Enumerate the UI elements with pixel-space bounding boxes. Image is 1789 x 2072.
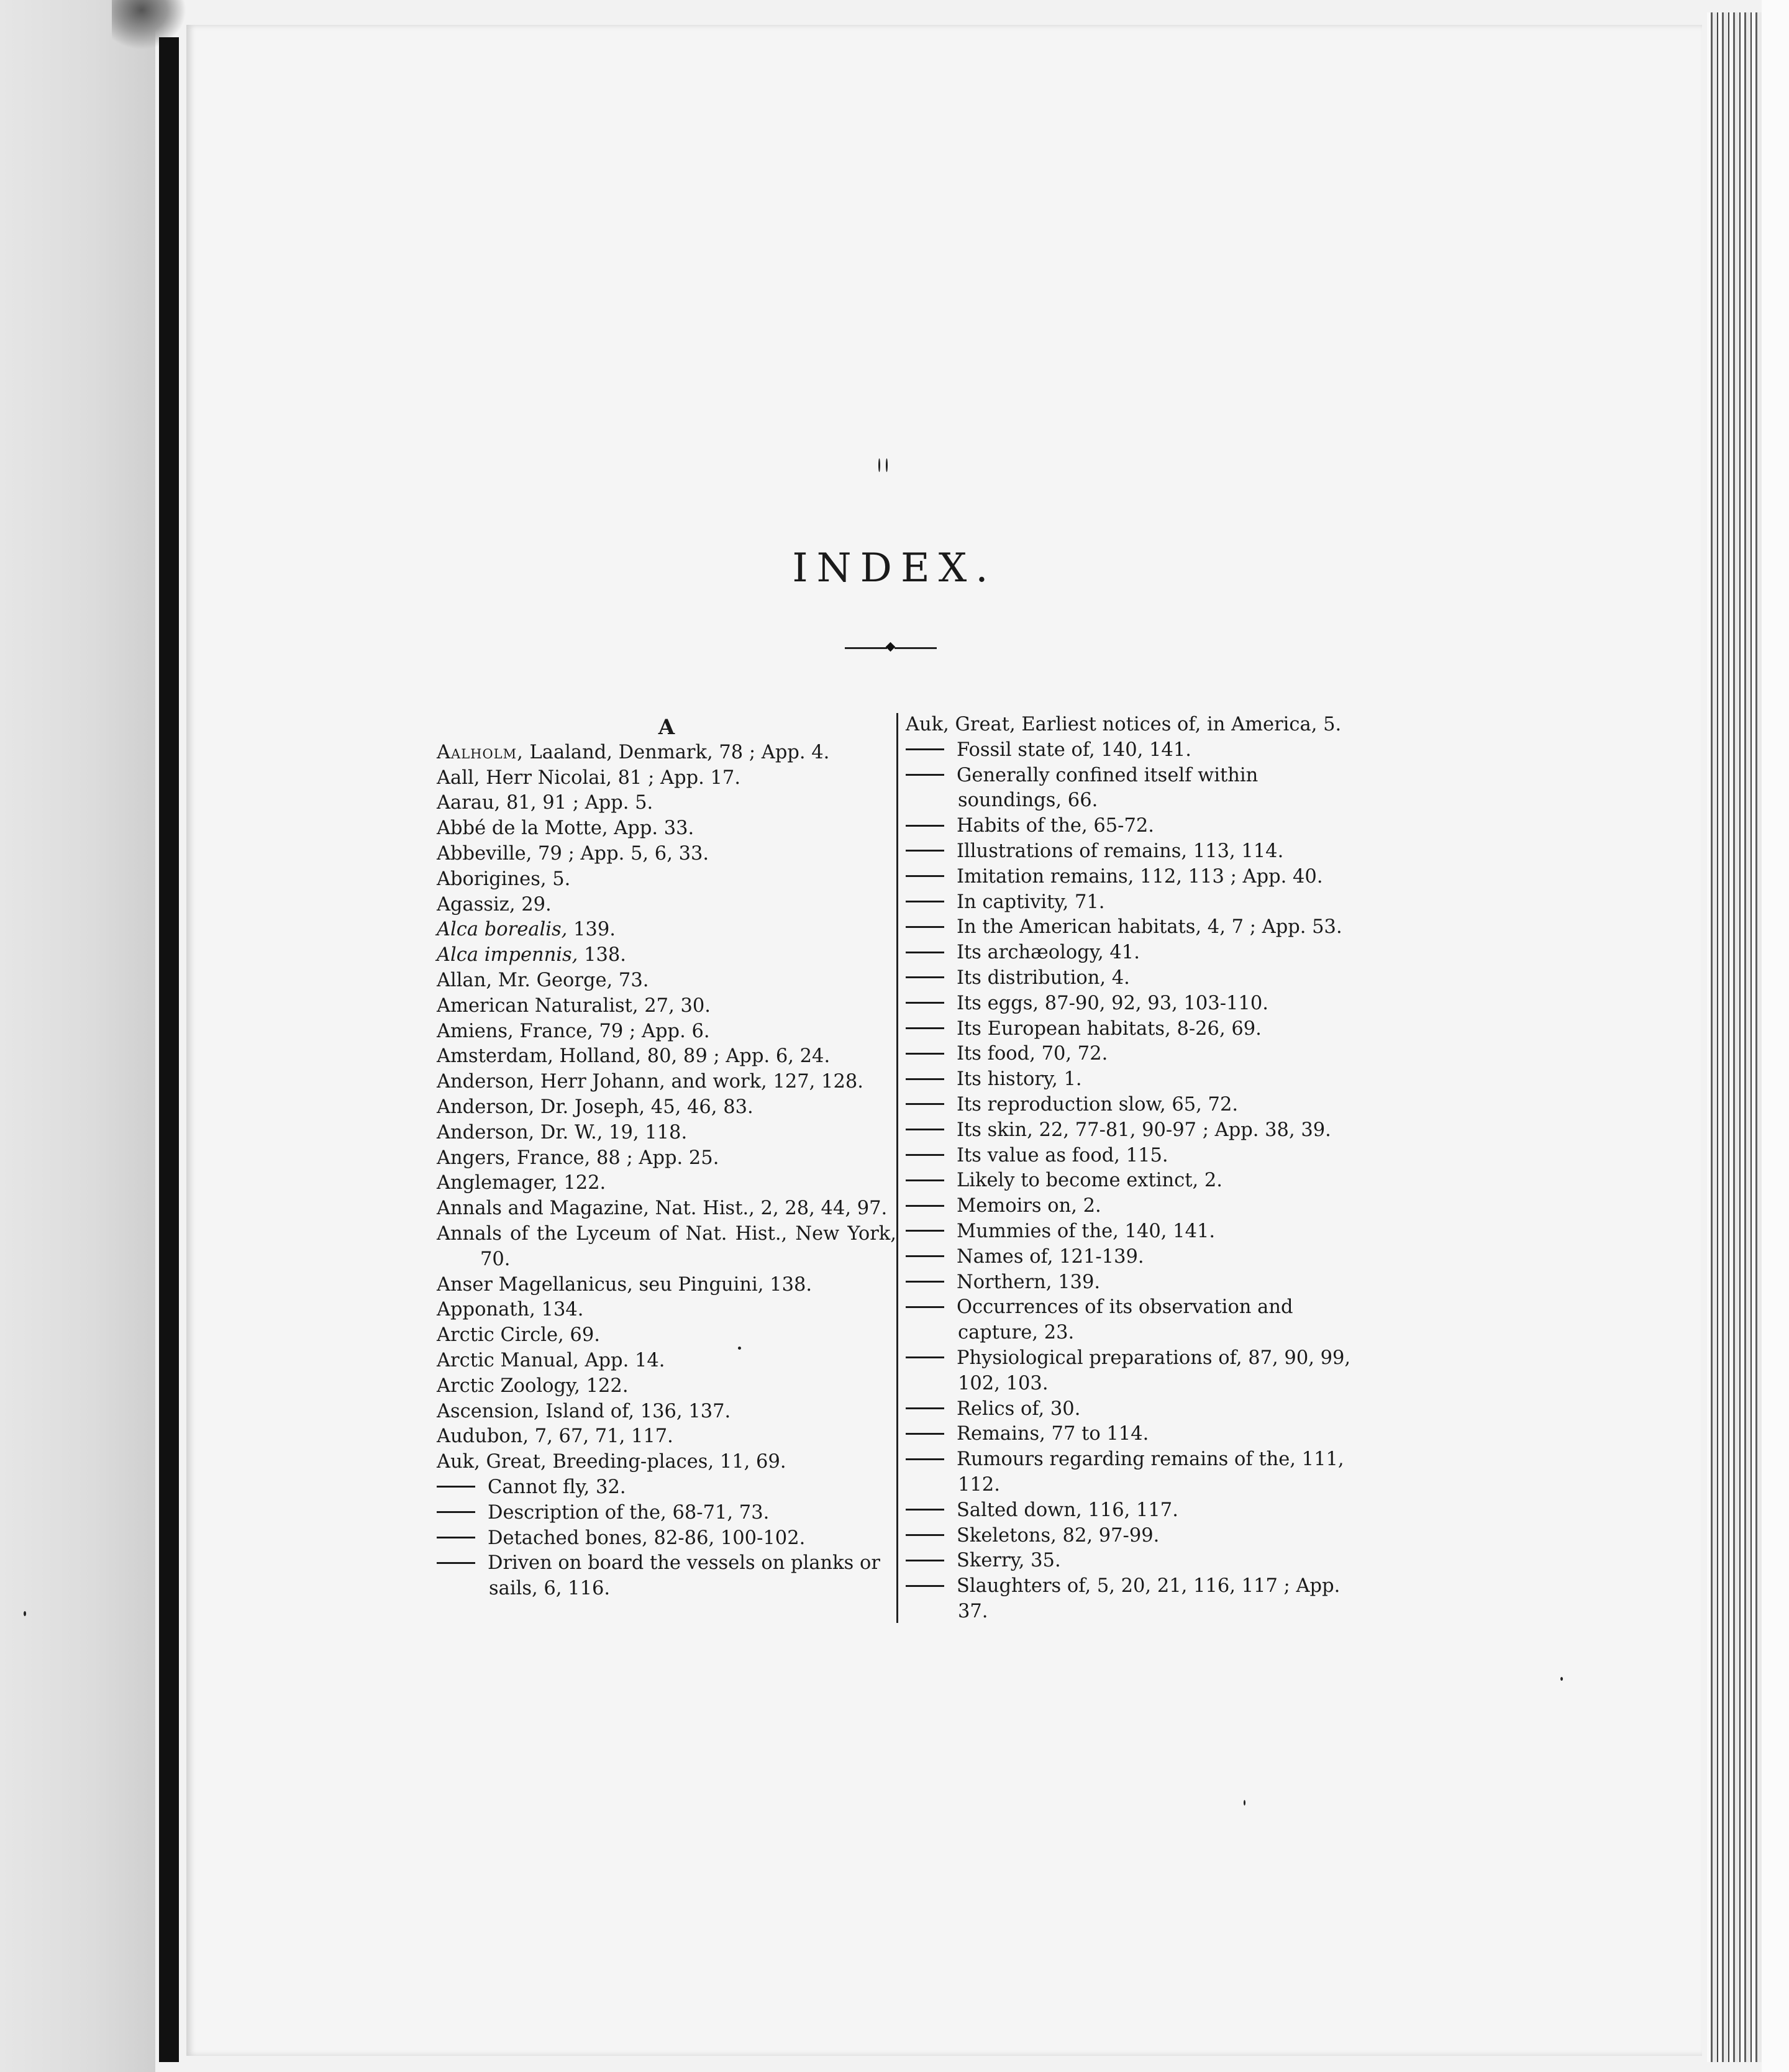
scan-speck (1560, 1677, 1563, 1681)
entry-pages: 138. (578, 944, 626, 966)
index-subentry (437, 1475, 896, 1501)
ditto-dash (906, 850, 944, 852)
index-subentry (906, 1447, 1365, 1498)
index-entry: Auk, Great, Earliest notices of, in America, 5. (906, 714, 1342, 735)
index-entry (437, 917, 896, 943)
ditto-dash (906, 926, 944, 928)
index-entry: Annals and Magazine, Nat. Hist., 2, 28, 44, 97. (437, 1197, 888, 1220)
index-subentry (906, 890, 1365, 916)
ditto-dash (906, 976, 944, 978)
section-letter: A (658, 715, 675, 740)
subentry-text: Its European habitats, 8-26, 69. (957, 1017, 1262, 1040)
title-ornament (845, 643, 938, 652)
subentry-text: Driven on board the vessels on planks or sails, 6, 116. (488, 1552, 880, 1600)
ditto-dash (906, 1407, 944, 1409)
page-title: INDEX. (792, 545, 997, 591)
index-entry: Anser Magellanicus, seu Pinguini, 138. (437, 1273, 813, 1296)
subentry-text: Its distribution, 4. (957, 966, 1130, 989)
ditto-dash (906, 1306, 944, 1308)
index-subentry (437, 1526, 896, 1552)
index-entry: Ascension, Island of, 136, 137. (437, 1400, 731, 1422)
subentry-text: Description of the, 68-71, 73. (488, 1501, 770, 1524)
scan-speck (886, 458, 888, 472)
scan-speck (878, 458, 880, 472)
ditto-dash (437, 1511, 475, 1513)
index-entry (437, 943, 896, 968)
subentry-text: Its value as food, 115. (957, 1144, 1168, 1166)
entry-pages: Laaland, Denmark, 78 ; App. 4. (523, 741, 830, 763)
index-entry: Abbeville, 79 ; App. 5, 6, 33. (437, 842, 709, 865)
subentry-text: Mummies of the, 140, 141. (957, 1220, 1216, 1242)
ditto-dash (906, 1585, 944, 1587)
index-entry: Abbé de la Motte, App. 33. (437, 817, 694, 840)
ditto-dash (906, 1356, 944, 1358)
ditto-dash (906, 1534, 944, 1536)
index-subentry (906, 1524, 1365, 1549)
index-subentry (906, 1548, 1365, 1574)
index-entry: Anderson, Dr. Joseph, 45, 46, 83. (437, 1096, 753, 1118)
index-subentry (906, 738, 1365, 763)
subentry-text: Illustrations of remains, 113, 114. (957, 840, 1284, 862)
ditto-dash (906, 1179, 944, 1181)
index-entry: Allan, Mr. George, 73. (437, 969, 649, 991)
index-subentry (906, 1270, 1365, 1296)
index-entry: Angers, France, 88 ; App. 25. (437, 1147, 719, 1169)
index-subentry (906, 865, 1365, 890)
ditto-dash (906, 1129, 944, 1130)
ditto-dash (906, 1433, 944, 1435)
index-entry: Aarau, 81, 91 ; App. 5. (437, 792, 653, 814)
binding-edge (159, 37, 179, 2062)
ditto-dash (906, 1230, 944, 1232)
index-entry: Auk, Great, Breeding-places, 11, 69. (437, 1451, 786, 1473)
index-subentry (906, 966, 1365, 991)
index-entry: Arctic Circle, 69. (437, 1324, 600, 1347)
entry-heading: Aalholm, (437, 741, 524, 763)
index-subentry (906, 1397, 1365, 1422)
index-subentry (906, 1574, 1365, 1625)
index-entry: Anderson, Dr. W., 19, 118. (437, 1121, 688, 1143)
ditto-dash (906, 901, 944, 902)
index-subentry (906, 1168, 1365, 1194)
ditto-dash (906, 1053, 944, 1055)
ditto-dash (906, 774, 944, 776)
index-subentry (906, 1498, 1365, 1524)
index-subentry (906, 1295, 1365, 1346)
subentry-text: Its reproduction slow, 65, 72. (957, 1093, 1239, 1116)
subentry-text: Habits of the, 65-72. (957, 815, 1154, 837)
ditto-dash (906, 1509, 944, 1511)
index-subentry (906, 1346, 1365, 1397)
index-entry: Amsterdam, Holland, 80, 89 ; App. 6, 24. (437, 1045, 831, 1068)
ditto-dash (437, 1562, 475, 1564)
ditto-dash (906, 1205, 944, 1207)
subentry-text: Fossil state of, 140, 141. (957, 738, 1191, 761)
index-entry: Annals of the Lyceum of Nat. Hist., New York, 70. (437, 1222, 896, 1270)
ditto-dash (437, 1537, 475, 1538)
subentry-text: Rumours regarding remains of the, 111, 112. (957, 1448, 1344, 1496)
subentry-text: Likely to become extinct, 2. (957, 1170, 1222, 1192)
ditto-dash (906, 1560, 944, 1561)
subentry-text: Northern, 139. (957, 1271, 1101, 1293)
subentry-text: Its history, 1. (957, 1068, 1082, 1091)
index-subentry (906, 839, 1365, 865)
subentry-text: Memoirs on, 2. (957, 1195, 1101, 1217)
index-entry: American Naturalist, 27, 30. (437, 994, 711, 1017)
subentry-text: Its skin, 22, 77-81, 90-97 ; App. 38, 39. (957, 1119, 1331, 1141)
scan-speck (24, 1611, 26, 1616)
index-entry: Audubon, 7, 67, 71, 117. (437, 1425, 673, 1448)
index-entry: Aborigines, 5. (437, 868, 571, 890)
scan-gutter (0, 0, 155, 2072)
index-subentry (906, 940, 1365, 966)
ditto-dash (906, 825, 944, 827)
ditto-dash (437, 1486, 475, 1488)
index-subentry (906, 1194, 1365, 1219)
index-subentry (906, 991, 1365, 1017)
entry-heading: Alca borealis, (437, 919, 568, 941)
index-subentry (906, 1143, 1365, 1169)
ditto-dash (906, 875, 944, 877)
column-divider (896, 713, 898, 1623)
index-entry: Anglemager, 122. (437, 1172, 606, 1194)
index-subentry (906, 1067, 1365, 1093)
index-subentry (437, 1551, 896, 1602)
index-entry: Arctic Manual, App. 14. (437, 1349, 665, 1371)
subentry-text: Salted down, 116, 117. (957, 1499, 1178, 1521)
index-subentry (437, 1501, 896, 1526)
subentry-text: Occurrences of its observation and capture, 23. (957, 1296, 1293, 1344)
ditto-dash (906, 1255, 944, 1257)
ditto-dash (906, 1281, 944, 1283)
subentry-text: Detached bones, 82-86, 100-102. (488, 1527, 806, 1549)
index-entry: Arctic Zoology, 122. (437, 1375, 629, 1397)
index-column-right (906, 712, 1365, 1625)
index-column-left (437, 715, 896, 1602)
index-entry (437, 740, 896, 766)
ditto-dash (906, 1154, 944, 1156)
ditto-dash (906, 748, 944, 750)
subentry-text: In the American habitats, 4, 7 ; App. 53. (957, 916, 1342, 938)
ditto-dash (906, 1002, 944, 1004)
subentry-text: Remains, 77 to 114. (957, 1423, 1149, 1445)
index-subentry (906, 1093, 1365, 1118)
subentry-text: Imitation remains, 112, 113 ; App. 40. (957, 865, 1323, 888)
subentry-text: Its eggs, 87-90, 92, 93, 103-110. (957, 992, 1268, 1014)
subentry-text: Slaughters of, 5, 20, 21, 116, 117 ; App. 37. (957, 1575, 1341, 1622)
index-subentry (906, 1118, 1365, 1143)
subentry-text: Skerry, 35. (957, 1550, 1061, 1572)
subentry-text: Skeletons, 82, 97-99. (957, 1524, 1160, 1547)
index-subentry (906, 1422, 1365, 1447)
index-subentry (906, 763, 1365, 814)
subentry-text: Relics of, 30. (957, 1397, 1081, 1420)
scan-margin (1762, 0, 1789, 2072)
index-entry: Aall, Herr Nicolai, 81 ; App. 17. (437, 766, 741, 789)
ditto-dash (906, 1103, 944, 1105)
ditto-dash (906, 952, 944, 953)
index-subentry (906, 1017, 1365, 1042)
index-entry: Apponath, 134. (437, 1299, 584, 1321)
subentry-text: Its food, 70, 72. (957, 1043, 1108, 1065)
index-subentry (906, 1219, 1365, 1245)
subentry-text: Its archæology, 41. (957, 942, 1140, 964)
subentry-text: Names of, 121-139. (957, 1245, 1144, 1268)
subentry-text: Generally confined itself within soundings, 66. (957, 764, 1259, 812)
subentry-text: In captivity, 71. (957, 891, 1105, 913)
subentry-text: Cannot fly, 32. (488, 1476, 626, 1498)
scan-speck (1244, 1800, 1245, 1806)
entry-pages: 139. (567, 919, 616, 941)
index-entry: Amiens, France, 79 ; App. 6. (437, 1020, 710, 1042)
index-subentry (906, 915, 1365, 940)
ditto-dash (906, 1027, 944, 1029)
index-subentry (906, 814, 1365, 839)
index-entry: Anderson, Herr Johann, and work, 127, 128. (437, 1071, 863, 1093)
index-subentry (906, 1245, 1365, 1270)
ditto-dash (906, 1458, 944, 1460)
entry-heading: Alca impennis, (437, 944, 578, 966)
index-entry: Agassiz, 29. (437, 893, 552, 916)
index-subentry (906, 1042, 1365, 1067)
subentry-text: Physiological preparations of, 87, 90, 99, 102, 103. (957, 1347, 1351, 1394)
ditto-dash (906, 1078, 944, 1080)
